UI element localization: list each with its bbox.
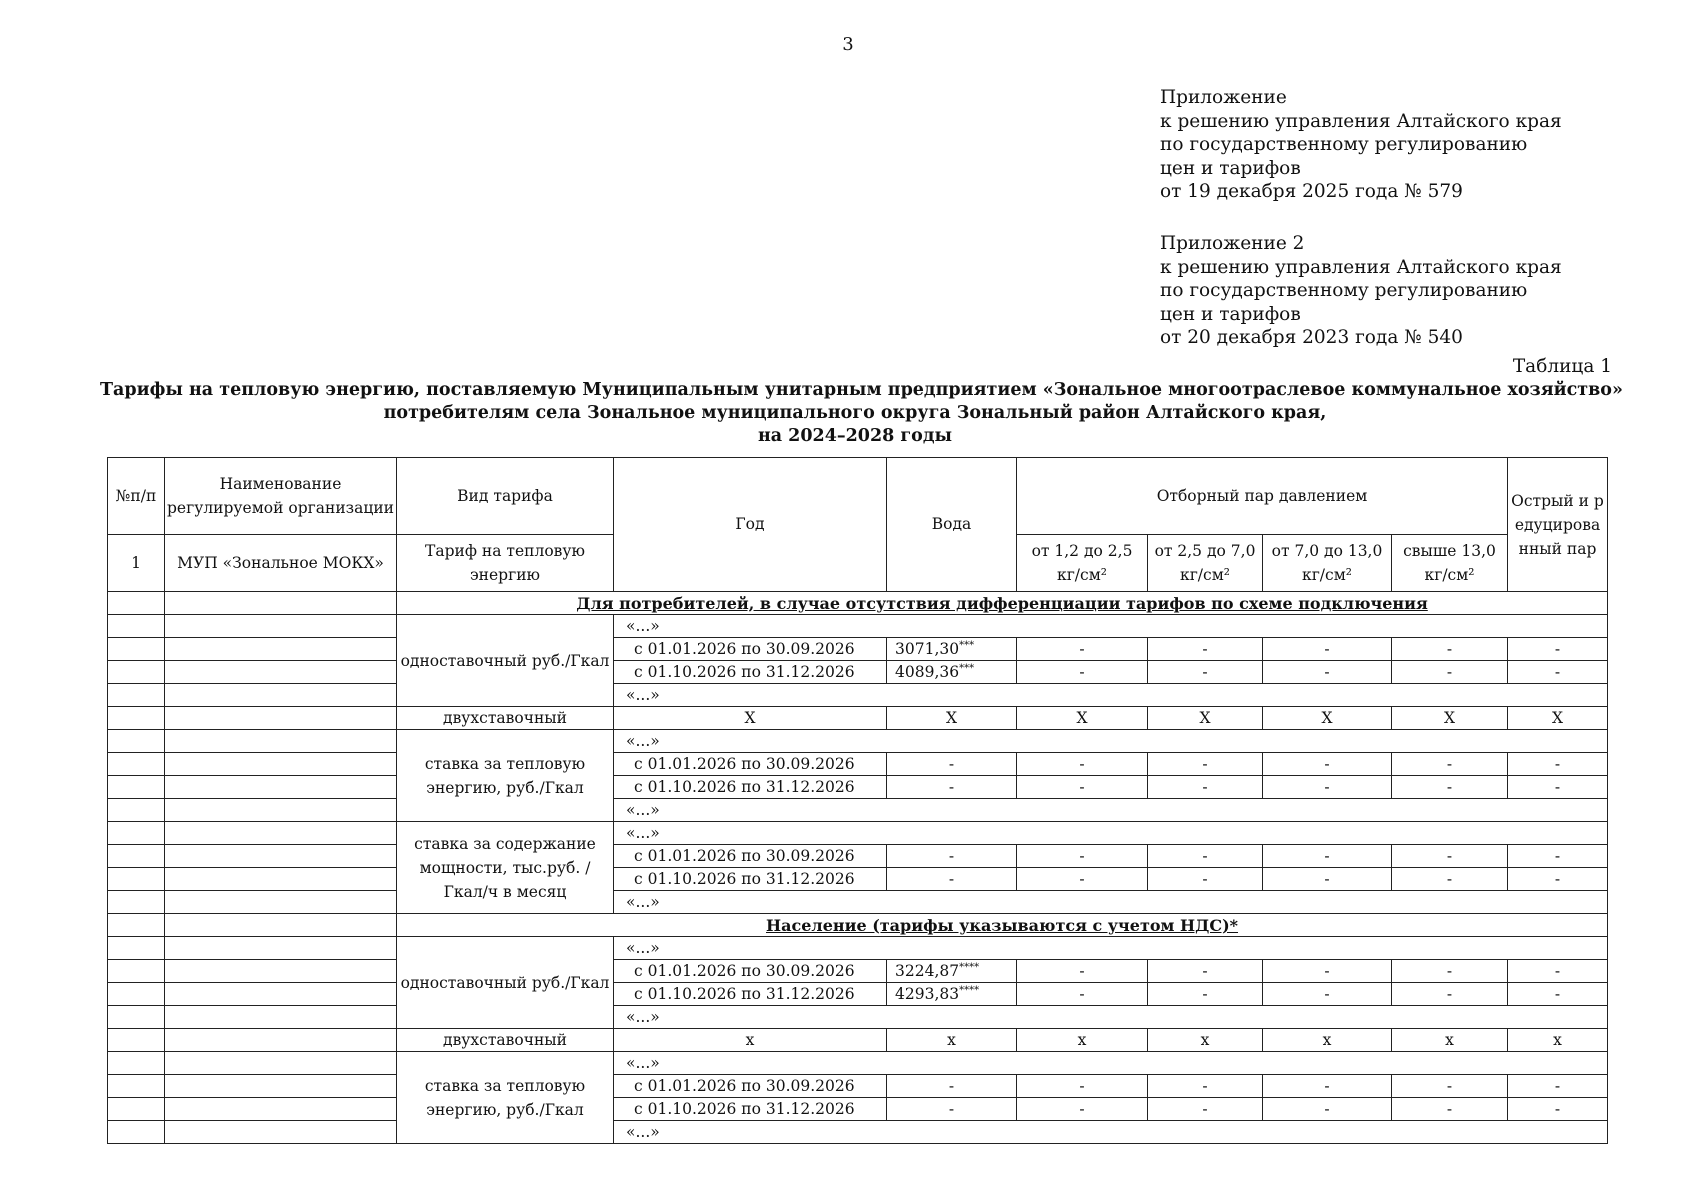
x-cell: Х	[1508, 707, 1608, 730]
table-row	[108, 753, 1608, 776]
dash-cell: -	[1017, 1098, 1148, 1121]
table-row	[108, 707, 1608, 730]
header-steam-col-3: от 7,0 до 13,0 кг/см²	[1263, 535, 1392, 592]
dash-cell: -	[1508, 1075, 1608, 1098]
row1-type: Тариф на тепловую энергию	[397, 535, 614, 592]
table-row	[108, 937, 1608, 960]
header-steam-col-2: от 2,5 до 7,0 кг/см²	[1148, 535, 1263, 592]
dash-cell: -	[1263, 983, 1392, 1006]
ellipsis: «...»	[614, 937, 1608, 960]
ellipsis: «...»	[614, 822, 1608, 845]
page-number: 3	[842, 34, 854, 55]
dash-cell: -	[1392, 983, 1508, 1006]
table-row	[108, 891, 1608, 914]
label-two-rate: двухставочный	[397, 1029, 614, 1052]
dash-cell: -	[1148, 1098, 1263, 1121]
period-cell: с 01.01.2026 по 30.09.2026	[614, 1075, 887, 1098]
row1-num: 1	[108, 535, 165, 592]
x-cell: х	[1148, 1029, 1263, 1052]
x-cell: х	[887, 1029, 1017, 1052]
table-row	[108, 845, 1608, 868]
dash-cell: -	[1148, 638, 1263, 661]
ellipsis: «...»	[614, 684, 1608, 707]
dash-cell: -	[1263, 1075, 1392, 1098]
ellipsis: «...»	[614, 1121, 1608, 1144]
dash-cell: -	[1148, 960, 1263, 983]
appendix-line: Приложение 2	[1160, 233, 1305, 254]
table-row	[108, 983, 1608, 1006]
dash-cell: -	[1017, 845, 1148, 868]
table-row	[108, 730, 1608, 753]
appendix-line: от 19 декабря 2025 года № 579	[1160, 181, 1463, 203]
period-cell: с 01.10.2026 по 31.12.2026	[614, 776, 887, 799]
dash-cell: -	[1148, 753, 1263, 776]
dash-cell: -	[1392, 1075, 1508, 1098]
section-title-1: Для потребителей, в случае отсутствия дифференциации тарифов по схеме подключения	[397, 592, 1608, 615]
label-heat-rate: ставка за тепловую энергию, руб./Гкал	[397, 730, 614, 822]
dash-cell: -	[1392, 868, 1508, 891]
dash-cell: -	[1017, 638, 1148, 661]
dash-cell: -	[1148, 661, 1263, 684]
dash-cell: -	[1017, 983, 1148, 1006]
appendix-line: по государственному регулированию	[1160, 134, 1528, 156]
dash-cell: -	[887, 1075, 1017, 1098]
x-cell: Х	[1263, 707, 1392, 730]
appendix-line: Приложение	[1160, 87, 1287, 108]
table-row	[108, 1121, 1608, 1144]
x-cell: Х	[1017, 707, 1148, 730]
x-cell: Х	[1392, 707, 1508, 730]
header-tariff-type: Вид тарифа	[397, 458, 614, 535]
header-water: Вода	[887, 458, 1017, 592]
x-cell: х	[1392, 1029, 1508, 1052]
table-row	[108, 1006, 1608, 1029]
dash-cell: -	[1392, 845, 1508, 868]
ellipsis: «...»	[614, 730, 1608, 753]
table-row	[108, 776, 1608, 799]
header-steam: Отборный пар давлением	[1017, 458, 1508, 535]
label-one-rate: одноставочный руб./Гкал	[397, 615, 614, 707]
dash-cell: -	[887, 1098, 1017, 1121]
header-steam-col-1: от 1,2 до 2,5 кг/см²	[1017, 535, 1148, 592]
dash-cell: -	[1392, 960, 1508, 983]
dash-cell: -	[1263, 1098, 1392, 1121]
table-row	[108, 799, 1608, 822]
dash-cell: -	[1263, 960, 1392, 983]
dash-cell: -	[1148, 1075, 1263, 1098]
appendix-line: к решению управления Алтайского края	[1160, 110, 1562, 132]
dash-cell: -	[1508, 960, 1608, 983]
dash-cell: -	[887, 753, 1017, 776]
dash-cell: -	[1263, 868, 1392, 891]
appendix-block-2	[1160, 232, 1562, 350]
document-title-line-2: потребителям села Зональное муниципального округа Зональный район Алтайского края,	[383, 403, 1327, 423]
dash-cell: -	[1508, 845, 1608, 868]
value-cell: 4089,36***	[887, 661, 1017, 684]
header-num: №п/п	[108, 458, 165, 535]
section-row	[108, 914, 1608, 937]
dash-cell: -	[1508, 1098, 1608, 1121]
label-heat-rate: ставка за тепловую энергию, руб./Гкал	[397, 1052, 614, 1144]
appendix-line: от 20 декабря 2023 года № 540	[1160, 327, 1463, 349]
dash-cell: -	[1392, 776, 1508, 799]
document-title-line-1: Тарифы на тепловую энергию, поставляемую Муниципальным унитарным предприятием «Зональное многоотраслевое коммунальное хозяйство»	[100, 380, 1623, 400]
value-cell: 4293,83****	[887, 983, 1017, 1006]
dash-cell: -	[1508, 638, 1608, 661]
value-cell: 3224,87****	[887, 960, 1017, 983]
header-year: Год	[614, 458, 887, 592]
document-title-line-3: на 2024–2028 годы	[757, 426, 953, 446]
appendix-line: цен и тарифов	[1160, 157, 1301, 179]
dash-cell: -	[1148, 845, 1263, 868]
ellipsis: «...»	[614, 799, 1608, 822]
dash-cell: -	[1392, 661, 1508, 684]
dash-cell: -	[1392, 638, 1508, 661]
table-row	[108, 1029, 1608, 1052]
dash-cell: -	[1508, 776, 1608, 799]
dash-cell: -	[1263, 753, 1392, 776]
table-row	[108, 615, 1608, 638]
label-capacity-rate: ставка за содержание мощности, тыс.руб. /Гкал/ч в месяц	[397, 822, 614, 914]
label-two-rate: двухставочный	[397, 707, 614, 730]
dash-cell: -	[887, 845, 1017, 868]
dash-cell: -	[1263, 845, 1392, 868]
period-cell: с 01.01.2026 по 30.09.2026	[614, 960, 887, 983]
value-cell: 3071,30***	[887, 638, 1017, 661]
period-cell: с 01.01.2026 по 30.09.2026	[614, 845, 887, 868]
table-label: Таблица 1	[1512, 356, 1612, 377]
period-cell: с 01.10.2026 по 31.12.2026	[614, 1098, 887, 1121]
ellipsis: «...»	[614, 1006, 1608, 1029]
dash-cell: -	[1017, 753, 1148, 776]
dash-cell: -	[1508, 753, 1608, 776]
dash-cell: -	[1263, 776, 1392, 799]
dash-cell: -	[1263, 661, 1392, 684]
dash-cell: -	[1508, 868, 1608, 891]
period-cell: с 01.10.2026 по 31.12.2026	[614, 868, 887, 891]
dash-cell: -	[1508, 661, 1608, 684]
dash-cell: -	[1017, 661, 1148, 684]
table-row	[108, 684, 1608, 707]
dash-cell: -	[1148, 983, 1263, 1006]
table-row	[108, 638, 1608, 661]
x-cell: Х	[614, 707, 887, 730]
dash-cell: -	[887, 776, 1017, 799]
table-row	[108, 960, 1608, 983]
tariff-table	[107, 457, 1608, 1144]
x-cell: Х	[887, 707, 1017, 730]
header-sharp-steam: Острый и редуцированный пар	[1508, 458, 1608, 592]
period-cell: с 01.01.2026 по 30.09.2026	[614, 638, 887, 661]
table-row	[108, 1075, 1608, 1098]
x-cell: х	[1263, 1029, 1392, 1052]
header-row-1	[108, 458, 1608, 535]
x-cell: х	[1508, 1029, 1608, 1052]
section-row	[108, 592, 1608, 615]
header-steam-col-4: свыше 13,0 кг/см²	[1392, 535, 1508, 592]
appendix-line: к решению управления Алтайского края	[1160, 256, 1562, 278]
ellipsis: «...»	[614, 891, 1608, 914]
dash-cell: -	[1392, 753, 1508, 776]
dash-cell: -	[1148, 868, 1263, 891]
table-row	[108, 868, 1608, 891]
dash-cell: -	[1017, 960, 1148, 983]
dash-cell: -	[1148, 776, 1263, 799]
row1-org: МУП «Зональное МОКХ»	[165, 535, 397, 592]
ellipsis: «...»	[614, 1052, 1608, 1075]
dash-cell: -	[1263, 638, 1392, 661]
ellipsis: «...»	[614, 615, 1608, 638]
x-cell: Х	[1148, 707, 1263, 730]
table-row	[108, 661, 1608, 684]
dash-cell: -	[1392, 1098, 1508, 1121]
table-row	[108, 1052, 1608, 1075]
table-row	[108, 1098, 1608, 1121]
table-row	[108, 822, 1608, 845]
x-cell: х	[1017, 1029, 1148, 1052]
period-cell: с 01.01.2026 по 30.09.2026	[614, 753, 887, 776]
period-cell: с 01.10.2026 по 31.12.2026	[614, 983, 887, 1006]
dash-cell: -	[1508, 983, 1608, 1006]
label-one-rate: одноставочный руб./Гкал	[397, 937, 614, 1029]
appendix-block-1	[1160, 86, 1562, 204]
header-org: Наименование регулируемой организации	[165, 458, 397, 535]
appendix-line: по государственному регулированию	[1160, 280, 1528, 302]
appendix-line: цен и тарифов	[1160, 303, 1301, 325]
dash-cell: -	[887, 868, 1017, 891]
dash-cell: -	[1017, 776, 1148, 799]
x-cell: х	[614, 1029, 887, 1052]
period-cell: с 01.10.2026 по 31.12.2026	[614, 661, 887, 684]
dash-cell: -	[1017, 868, 1148, 891]
section-title-2: Население (тарифы указываются с учетом НДС)*	[397, 914, 1608, 937]
dash-cell: -	[1017, 1075, 1148, 1098]
